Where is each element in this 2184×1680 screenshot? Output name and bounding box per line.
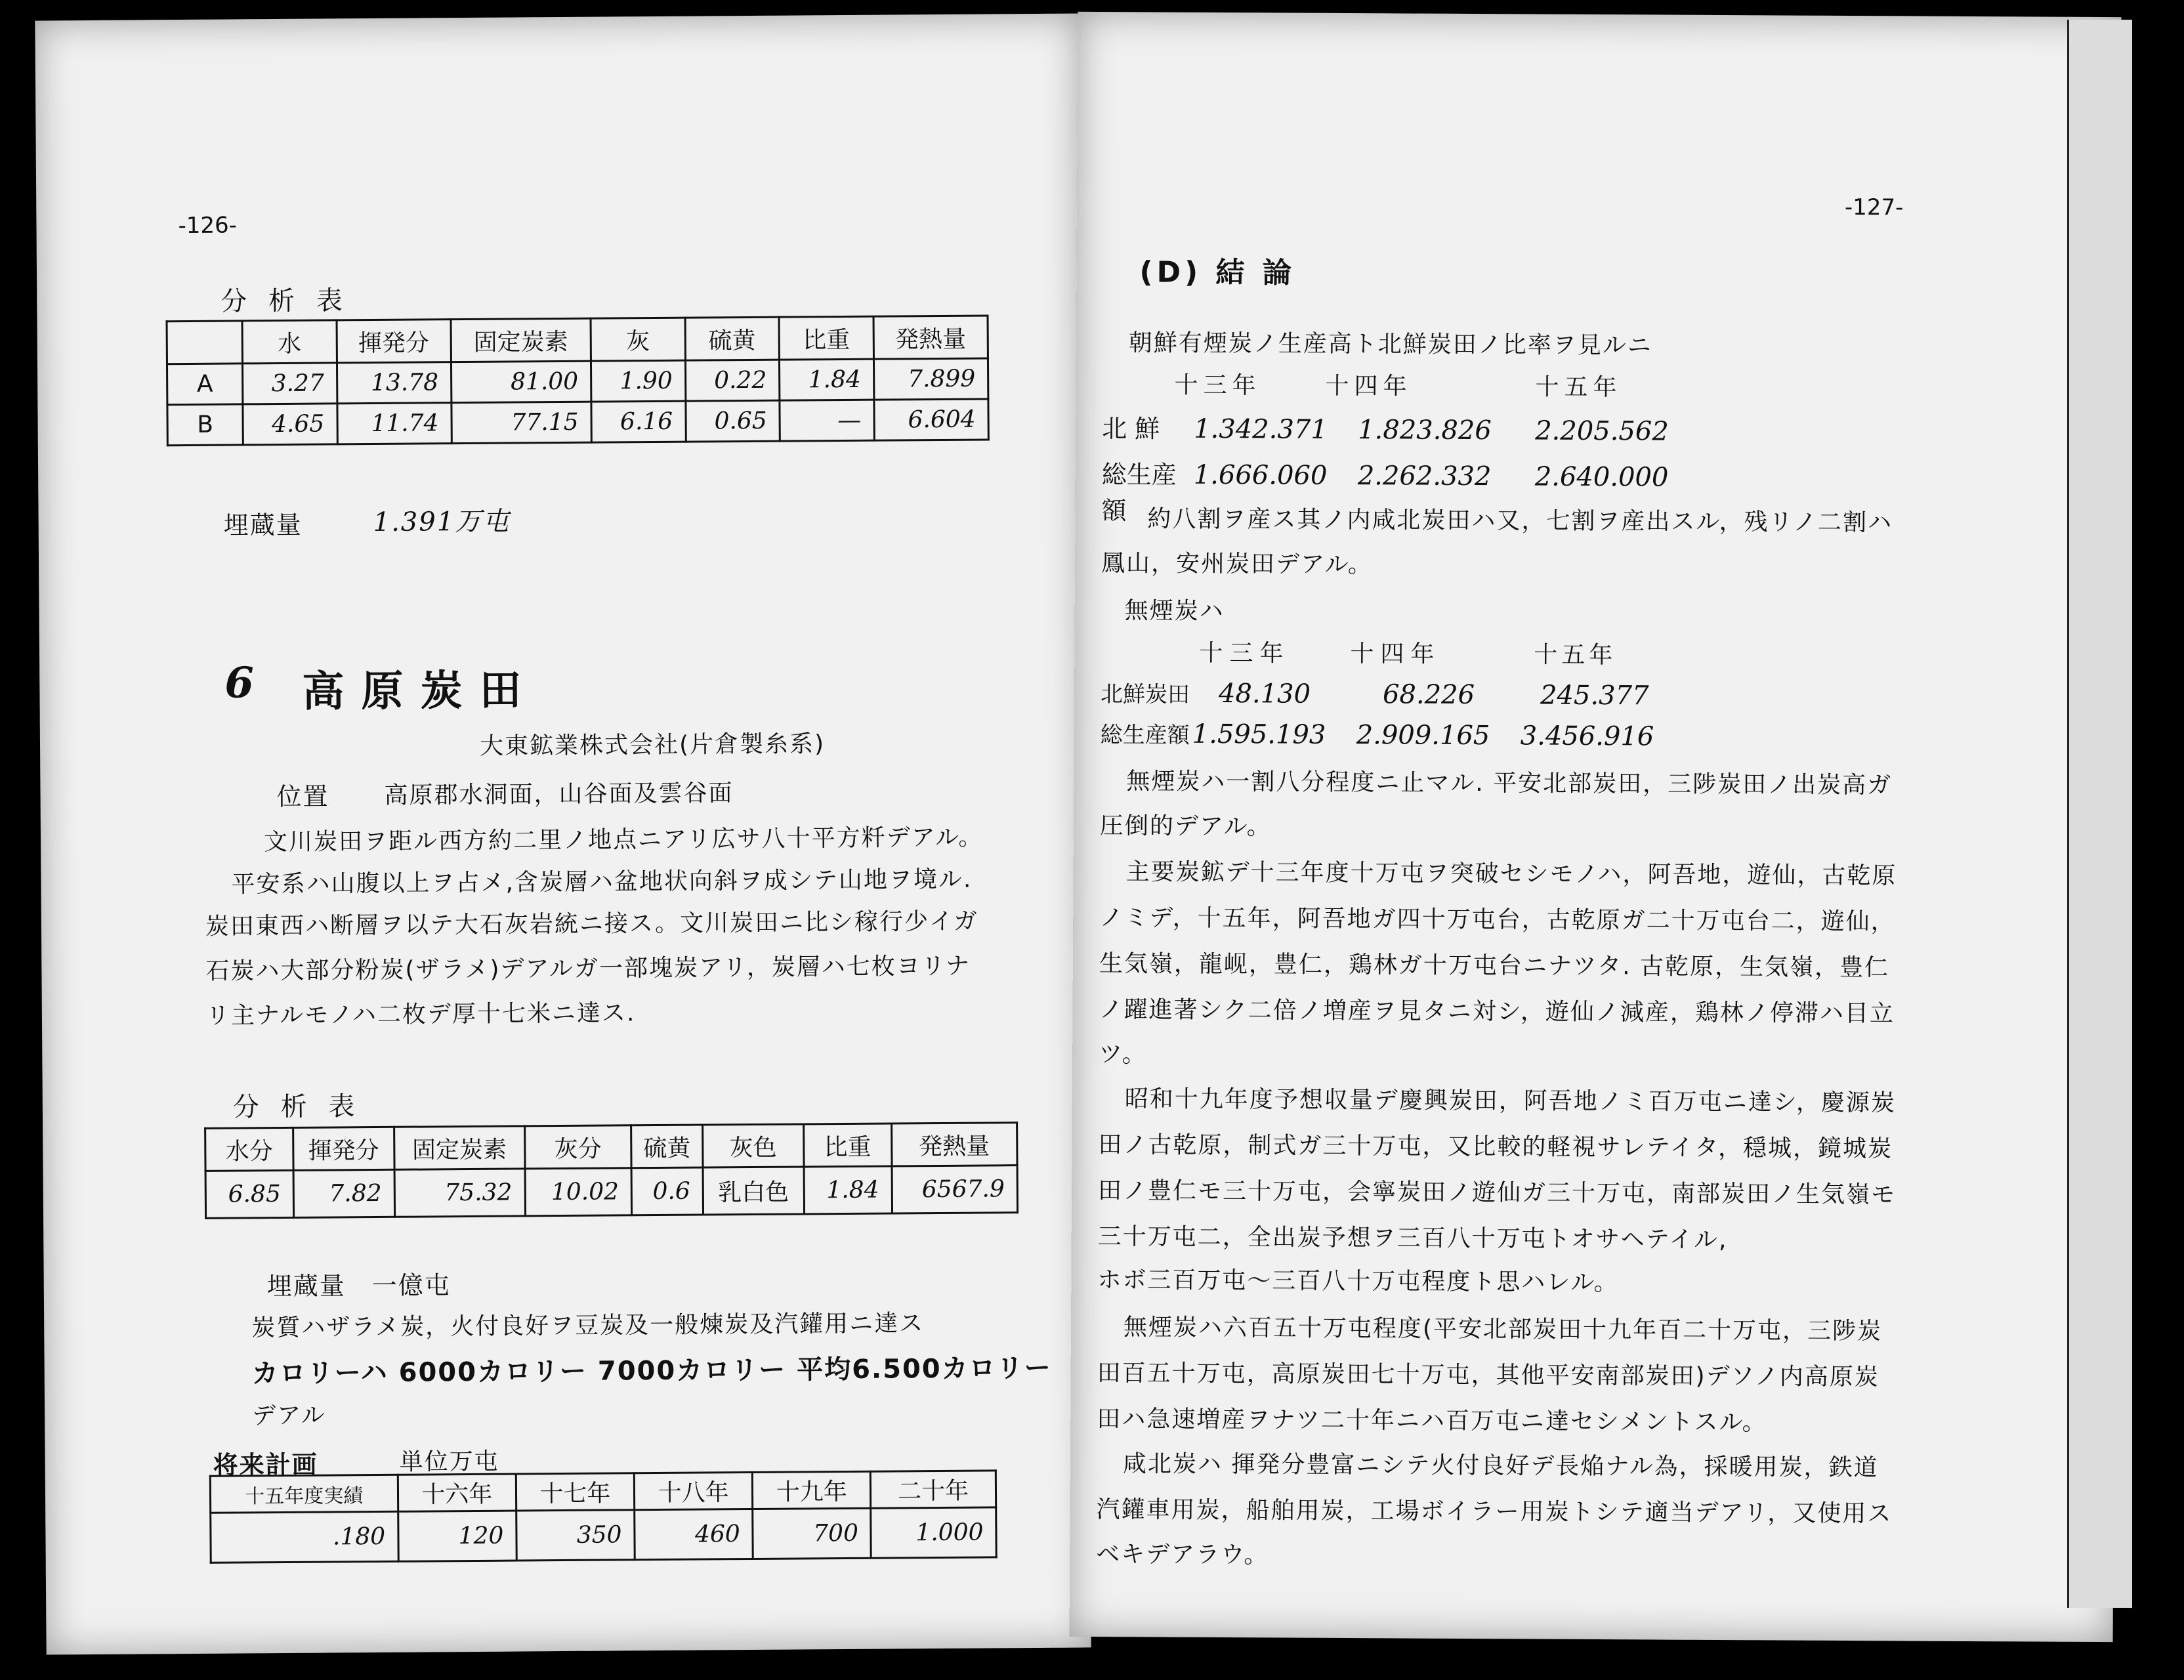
paragraph-line: ベキデアラウ。: [1096, 1541, 1269, 1569]
paragraph-line: 無煙炭ハ六百五十万屯程度(平安北部炭田十九年百二十万屯，三陟炭: [1123, 1314, 1883, 1345]
analysis-table-2: [204, 1122, 1018, 1219]
data-cell: 1.000: [871, 1507, 996, 1558]
intro-line: 朝鮮有煙炭ノ生産高ト北鮮炭田ノ比率ヲ見ルニ: [1128, 329, 1652, 360]
header-cell: 比重: [779, 316, 873, 360]
section-number: 6: [224, 658, 255, 708]
reserve-label: 埋蔵量: [223, 510, 303, 540]
data-cell: 0.65: [685, 400, 780, 442]
header-cell: 十九年: [753, 1471, 872, 1509]
reserve-value: 一億屯: [371, 1270, 451, 1301]
table-row: [205, 1166, 1017, 1219]
row-label: B: [167, 404, 243, 446]
paragraph-line: 鳳山，安州炭田デアル。: [1101, 550, 1373, 579]
value-cell: 2.262.332: [1357, 461, 1492, 492]
plan-unit: 単位万屯: [399, 1448, 499, 1476]
data-cell: 11.74: [337, 403, 452, 444]
data-cell: 0.6: [631, 1167, 703, 1215]
header-cell: 揮発分: [337, 320, 452, 363]
row-label: A: [167, 364, 242, 405]
plan-title: 将来計画: [213, 1450, 318, 1480]
data-cell: 7.82: [293, 1169, 394, 1217]
paragraph-line: 文川炭田ヲ距ル西方約二里ノ地点ニアリ広サ八十平方粁デアル。: [263, 824, 984, 856]
right-page: [1070, 12, 2122, 1642]
year-label: 十五年: [1534, 641, 1617, 669]
reserve-label: 埋蔵量: [266, 1271, 346, 1301]
data-cell: 700: [753, 1508, 872, 1559]
page-number: -126-: [178, 212, 238, 240]
header-cell: 揮発分: [293, 1127, 394, 1170]
value-cell: 48.130: [1218, 678, 1311, 709]
stat-row: [1101, 717, 1654, 751]
stat-row: [1102, 408, 1669, 448]
paragraph-line: 平安系ハ山腹以上ヲ占メ,含炭層ハ盆地状向斜ヲ成シテ山地ヲ境ル.: [231, 866, 973, 898]
paragraph-line: 昭和十九年度予想収量デ慶興炭田，阿吾地ノミ百万屯ニ達シ，慶源炭: [1124, 1085, 1897, 1117]
table-title: 分 析 表: [232, 1091, 362, 1123]
company-name: 大東鉱業株式会社(片倉製糸系): [479, 730, 826, 760]
header-cell: 硫黄: [685, 317, 780, 360]
data-cell: 6.16: [591, 401, 686, 442]
value-cell: 68.226: [1382, 679, 1475, 711]
data-cell: 77.15: [452, 402, 592, 443]
year-label: 十四年: [1325, 372, 1412, 400]
header-cell: 比重: [803, 1124, 891, 1167]
paragraph-line: ノ躍進著シク二倍ノ増産ヲ見タニ対シ，遊仙ノ減産，鶏林ノ停滞ハ目立: [1099, 996, 1895, 1028]
data-cell: 0.22: [685, 360, 780, 401]
row-label: 総生産額: [1101, 460, 1177, 526]
paragraph-line: ホボ三百万屯〜三百八十万屯程度ト思ハレル。: [1097, 1267, 1619, 1297]
header-cell: 水: [242, 320, 337, 364]
page-number: -127-: [1844, 194, 1904, 221]
row-label: 北鮮炭田: [1100, 681, 1190, 708]
value-cell: 1.666.060: [1193, 459, 1328, 491]
header-cell: 二十年: [871, 1471, 996, 1508]
table-row: [167, 358, 988, 405]
table-row: [167, 399, 988, 446]
year-label: 十三年: [1174, 371, 1261, 400]
value-cell: 2.909.165: [1356, 720, 1490, 751]
note-line: デアル: [252, 1402, 326, 1430]
row-label: 北 鮮: [1102, 414, 1160, 444]
value-cell: 1.823.826: [1358, 415, 1492, 446]
paragraph-line: 田百五十万屯，高原炭田七十万屯，其他平安南部炭田)デソノ内高原炭: [1097, 1360, 1880, 1391]
page-edge: [2067, 20, 2132, 1608]
note-line: カロリーハ 6000カロリー 7000カロリー 平均6.500カロリー: [251, 1353, 1052, 1389]
data-cell: 4.65: [243, 404, 337, 445]
paragraph-line: 石炭ハ大部分粉炭(ザラメ)デアルガ一部塊炭アリ，炭層ハ七枚ヨリナ: [205, 952, 971, 985]
table-row: [211, 1507, 997, 1563]
header-cell: 十六年: [398, 1474, 516, 1511]
data-cell: 6.604: [874, 399, 989, 440]
reserve-value: 1.391万屯: [373, 506, 511, 538]
paragraph-line: 三十万屯二，全出炭予想ヲ三百八十万屯トオサヘテイル,: [1097, 1223, 1728, 1254]
data-cell: 1.84: [780, 359, 874, 400]
header-cell: 発熱量: [873, 316, 988, 359]
value-cell: 2.640.000: [1534, 461, 1669, 493]
data-cell: 1.84: [804, 1166, 892, 1214]
header-cell: 水分: [205, 1127, 293, 1171]
paragraph-line: リ主ナルモノハ二枚デ厚十七米ニ達ス.: [205, 999, 636, 1030]
data-cell: —: [780, 400, 874, 441]
paragraph-line: 圧倒的デアル。: [1099, 812, 1272, 841]
paragraph-line: 無煙炭ハ一割八分程度ニ止マル. 平安北部炭田，三陟炭田ノ出炭高ガ: [1126, 768, 1893, 799]
section-title: 高原炭田: [302, 666, 539, 717]
data-cell: 6567.9: [892, 1166, 1018, 1213]
header-cell: [167, 321, 242, 364]
paragraph-line: 咸北炭ハ 揮発分豊富ニシテ火付良好デ長焔ナル為，採暖用炭，鉄道: [1122, 1450, 1879, 1482]
paragraph-line: 田ノ豊仁モ三十万屯，会寧炭田ノ遊仙ガ三十万屯，南部炭田ノ生気嶺モ: [1097, 1177, 1897, 1209]
data-cell: 1.90: [591, 360, 685, 402]
paragraph-line: 約八割ヲ産ス其ノ内咸北炭田ハ又，七割ヲ産出スル，残リノ二割ハ: [1147, 505, 1893, 537]
data-cell: 75.32: [394, 1169, 525, 1217]
header-cell: 灰分: [524, 1125, 631, 1169]
data-cell: 7.899: [873, 358, 988, 400]
value-cell: 245.377: [1540, 680, 1649, 711]
note-line: 炭質ハザラメ炭，火付良好ヲ豆炭及一般煉炭及汽鑵用ニ達ス: [251, 1310, 925, 1342]
header-cell: 十五年度実績: [210, 1475, 398, 1513]
header-cell: 固定炭素: [451, 318, 591, 362]
value-cell: 3.456.916: [1520, 721, 1654, 752]
paragraph-line: 田ハ急速増産ヲナツ二十年ニハ百万屯ニ達セシメントスル。: [1097, 1406, 1767, 1437]
year-label: 十三年: [1199, 639, 1290, 667]
data-cell: 3.27: [242, 363, 337, 404]
table-title: 分 析 表: [220, 285, 349, 317]
section-heading: (D) 結 論: [1139, 255, 1295, 290]
left-page: [35, 13, 1091, 1654]
paragraph-line: 炭田東西ハ断層ヲ以テ大石灰岩統ニ接ス。文川炭田ニ比シ稼行少イガ: [205, 908, 979, 940]
location-label: 位置: [276, 782, 329, 812]
data-cell: 10.02: [525, 1168, 632, 1216]
data-cell: 13.78: [337, 362, 452, 404]
paragraph-line: ノミデ，十五年，阿吾地ガ四十万屯台，古乾原ガ二十万屯台二，遊仙，: [1099, 904, 1896, 936]
data-cell: 6.85: [205, 1170, 293, 1218]
anthracite-label: 無煙炭ハ: [1124, 597, 1225, 625]
value-cell: 2.205.562: [1535, 415, 1669, 447]
data-cell: 乳白色: [703, 1167, 804, 1215]
paragraph-line: 汽鑵車用炭，船舶用炭，工場ボイラー用炭トシテ適当デアリ，又使用ス: [1096, 1496, 1893, 1528]
row-label: 総生産額: [1100, 722, 1190, 749]
data-cell: .180: [211, 1511, 398, 1563]
header-cell: 硫黄: [631, 1125, 703, 1168]
header-cell: 灰: [591, 318, 685, 361]
header-cell: 固定炭素: [394, 1126, 524, 1169]
data-cell: 120: [398, 1511, 516, 1561]
year-label: 十四年: [1350, 640, 1441, 668]
location-text: 高原郡水洞面，山谷面及雲谷面: [384, 780, 734, 809]
paragraph-line: 生気嶺，龍岘，豊仁，鶏林ガ十万屯台ニナツタ. 古乾原，生気嶺，豊仁: [1099, 950, 1890, 982]
paragraph-line: 田ノ古乾原，制式ガ三十万屯，又比較的軽視サレテイタ，穏城，鏡城炭: [1098, 1131, 1893, 1163]
paragraph-line: 主要炭鉱デ十三年度十万屯ヲ突破セシモノハ，阿吾地，遊仙，古乾原: [1125, 858, 1897, 890]
header-cell: 十七年: [516, 1473, 635, 1511]
data-cell: 460: [635, 1509, 753, 1560]
paragraph-line: ツ。: [1099, 1041, 1147, 1068]
header-cell: 灰色: [703, 1124, 804, 1167]
stat-row: [1101, 676, 1649, 711]
value-cell: 1.342.371: [1194, 413, 1328, 445]
year-label: 十五年: [1535, 373, 1622, 402]
header-cell: 発熱量: [891, 1123, 1017, 1166]
header-cell: 十八年: [634, 1473, 753, 1510]
value-cell: 1.595.193: [1192, 719, 1326, 750]
analysis-table-1: [166, 314, 990, 446]
data-cell: 350: [516, 1510, 635, 1561]
plan-table: [209, 1469, 998, 1563]
data-cell: 81.00: [451, 361, 591, 402]
